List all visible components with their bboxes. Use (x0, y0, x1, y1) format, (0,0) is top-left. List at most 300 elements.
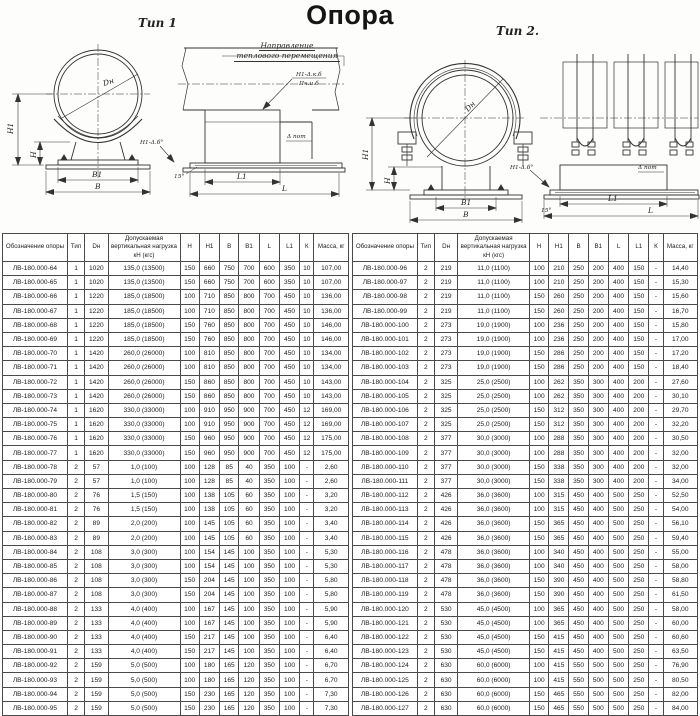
table-cell: 15,80 (663, 318, 697, 332)
table-cell: 128 (199, 474, 219, 488)
table-cell: 2 (67, 460, 84, 474)
table-cell: - (649, 545, 663, 559)
table-cell: 250 (629, 602, 649, 616)
table-cell: 260,0 (26000) (108, 347, 180, 361)
table-cell: 133 (85, 602, 108, 616)
table-cell: 810 (199, 361, 219, 375)
table-cell: 400 (608, 460, 628, 474)
table-cell: 260 (549, 304, 569, 318)
table-cell: 30,0 (3000) (458, 474, 530, 488)
column-header: В (569, 234, 588, 262)
table-cell: - (649, 446, 663, 460)
table-cell: 350 (259, 517, 279, 531)
table-cell: 1 (67, 361, 84, 375)
table-cell: - (649, 460, 663, 474)
table-cell: 15,30 (663, 276, 697, 290)
table-cell: 2 (417, 361, 434, 375)
table-cell: 34,00 (663, 474, 697, 488)
table-cell: ЛВ-180.000-74 (3, 403, 68, 417)
table-row (3, 262, 349, 276)
table-cell: 146,00 (314, 318, 349, 332)
table-cell: 900 (239, 418, 259, 432)
table-cell: 12 (300, 446, 314, 460)
table-cell: 30,10 (663, 389, 697, 403)
table-cell: 350 (259, 588, 279, 602)
dim-label-l1-type2: L1 (608, 194, 618, 203)
table-cell: 350 (259, 602, 279, 616)
column-header: L (259, 234, 279, 262)
table-cell: ЛВ-180.000-81 (3, 503, 68, 517)
table-row (3, 347, 349, 361)
table-cell: 5,80 (314, 574, 349, 588)
column-header: Обозначение опоры (3, 234, 68, 262)
table-row (353, 602, 698, 616)
column-header: Допускаемая вертикальная нагрузка кН (кгс) (108, 234, 180, 262)
table-row (3, 318, 349, 332)
table-cell: 30,0 (3000) (458, 446, 530, 460)
table-cell: 325 (434, 403, 457, 417)
table-cell: 2 (67, 531, 84, 545)
table-cell: - (649, 418, 663, 432)
table-cell: 810 (199, 347, 219, 361)
type2-label: Тип 2. (496, 24, 540, 38)
table-cell: 167 (199, 602, 219, 616)
table-cell: 219 (434, 290, 457, 304)
table-cell: 10 (300, 318, 314, 332)
table-cell: 700 (259, 389, 279, 403)
table-cell: 159 (85, 687, 108, 701)
table-cell: ЛВ-180.000-77 (3, 446, 68, 460)
table-cell: 150 (629, 361, 649, 375)
table-cell: 150 (180, 262, 199, 276)
table-cell: 400 (608, 389, 628, 403)
technical-drawings (0, 26, 700, 232)
table-cell: - (300, 602, 314, 616)
table-cell: 80,50 (663, 673, 697, 687)
table-cell: ЛВ-180.000-95 (3, 701, 68, 715)
table-cell: 143,00 (314, 375, 349, 389)
table-cell: 40 (239, 474, 259, 488)
table-cell: 400 (588, 517, 608, 531)
table-cell: 550 (569, 659, 588, 673)
type1-front-view-drawing (12, 44, 150, 195)
table-cell: 105 (220, 489, 239, 503)
table-cell: 100 (239, 559, 259, 573)
table-cell: 100 (180, 503, 199, 517)
table-row (3, 332, 349, 346)
table-cell: ЛВ-180.000-90 (3, 630, 68, 644)
table-cell: 100 (530, 602, 549, 616)
table-cell: ЛВ-180.000-87 (3, 588, 68, 602)
table-cell: ЛВ-180.000-108 (353, 432, 418, 446)
table-row (3, 701, 349, 715)
table-cell: 315 (549, 489, 569, 503)
table-cell: 330,0 (33000) (108, 403, 180, 417)
table-cell: 85 (220, 460, 239, 474)
table-cell: 2,0 (200) (108, 531, 180, 545)
table-cell: ЛВ-180.000-71 (3, 361, 68, 375)
table-cell: 100 (239, 645, 259, 659)
table-cell: 2 (417, 432, 434, 446)
spec-table-left-body (3, 262, 349, 716)
dim-label-b-type2: В (463, 210, 469, 219)
table-cell: 500 (588, 701, 608, 715)
table-cell: 950 (220, 418, 239, 432)
table-cell: ЛВ-180.000-100 (353, 318, 418, 332)
table-cell: 150 (629, 290, 649, 304)
table-cell: 4,0 (400) (108, 630, 180, 644)
table-cell: 300 (588, 375, 608, 389)
table-cell: 450 (569, 645, 588, 659)
table-cell: 138 (199, 489, 219, 503)
table-cell: 19,0 (1900) (458, 347, 530, 361)
table-cell: 700 (259, 347, 279, 361)
table-cell: 850 (220, 304, 239, 318)
dim-label-b-type1: В (95, 182, 101, 191)
table-cell: 760 (199, 332, 219, 346)
table-cell: - (300, 517, 314, 531)
table-row (3, 361, 349, 375)
table-cell: 365 (549, 517, 569, 531)
delta-pot-label-type2: Δ пот (638, 165, 657, 171)
table-cell: 236 (549, 318, 569, 332)
table-cell: 330,0 (33000) (108, 432, 180, 446)
table-cell: 32,20 (663, 418, 697, 432)
dim-label-h-type1: Н (29, 151, 38, 158)
table-cell: 400 (608, 290, 628, 304)
table-row (353, 375, 698, 389)
table-cell: 350 (569, 432, 588, 446)
table-cell: 426 (434, 531, 457, 545)
table-cell: ЛВ-180.000-75 (3, 418, 68, 432)
table-cell: 1 (67, 304, 84, 318)
table-cell: - (300, 687, 314, 701)
table-cell: 100 (279, 673, 299, 687)
table-cell: 150 (530, 517, 549, 531)
table-cell: 14,40 (663, 262, 697, 276)
table-cell: 27,60 (663, 375, 697, 389)
table-cell: 2 (417, 503, 434, 517)
table-cell: 15,60 (663, 290, 697, 304)
table-cell: 500 (608, 574, 628, 588)
column-header: Н (530, 234, 549, 262)
column-header: Dн (85, 234, 108, 262)
table-cell: 2 (417, 460, 434, 474)
table-cell: 1420 (85, 375, 108, 389)
table-cell: 36,0 (3600) (458, 574, 530, 588)
table-cell: 150 (180, 432, 199, 446)
table-cell: 250 (569, 332, 588, 346)
table-cell: 10 (300, 361, 314, 375)
table-cell: 377 (434, 474, 457, 488)
table-cell: 700 (239, 262, 259, 276)
table-cell: 1620 (85, 446, 108, 460)
table-cell: 165 (220, 659, 239, 673)
table-cell: 29,70 (663, 403, 697, 417)
table-cell: ЛВ-180.000-72 (3, 375, 68, 389)
table-cell: ЛВ-180.000-94 (3, 687, 68, 701)
table-cell: 250 (629, 545, 649, 559)
table-cell: 100 (279, 531, 299, 545)
table-cell: 4,0 (400) (108, 602, 180, 616)
table-cell: 1 (67, 432, 84, 446)
table-cell: 1020 (85, 262, 108, 276)
table-cell: 2 (67, 645, 84, 659)
table-cell: 450 (279, 432, 299, 446)
table-cell: 700 (259, 318, 279, 332)
table-cell: 150 (530, 645, 549, 659)
h1-delta-label-type1: Н1-Δ.б° (140, 140, 164, 146)
table-cell: 950 (220, 403, 239, 417)
table-cell: 32,00 (663, 460, 697, 474)
table-row (353, 389, 698, 403)
table-cell: 7,30 (314, 687, 349, 701)
table-row (3, 574, 349, 588)
table-cell: 2 (417, 389, 434, 403)
table-cell: 630 (434, 701, 457, 715)
table-cell: 3,0 (300) (108, 588, 180, 602)
table-cell: 30,0 (3000) (458, 432, 530, 446)
table-cell: 6,70 (314, 659, 349, 673)
table-row (3, 588, 349, 602)
table-cell: 750 (220, 276, 239, 290)
table-cell: ЛВ-180.000-105 (353, 389, 418, 403)
table-row (353, 531, 698, 545)
table-cell: 100 (530, 545, 549, 559)
table-cell: 300 (588, 446, 608, 460)
table-row (3, 489, 349, 503)
table-cell: 61,50 (663, 588, 697, 602)
table-cell: 36,0 (3600) (458, 503, 530, 517)
table-cell: 217 (199, 645, 219, 659)
table-cell: ЛВ-180.000-102 (353, 347, 418, 361)
table-cell: 100 (180, 531, 199, 545)
table-row (3, 687, 349, 701)
table-cell: - (649, 616, 663, 630)
table-cell: 150 (629, 332, 649, 346)
table-cell: 100 (180, 489, 199, 503)
table-cell: 250 (629, 531, 649, 545)
table-cell: 143,00 (314, 389, 349, 403)
table-row (353, 489, 698, 503)
table-cell: 250 (569, 347, 588, 361)
table-cell: 10 (300, 304, 314, 318)
table-cell: ЛВ-180.000-120 (353, 602, 418, 616)
table-cell: 2 (417, 474, 434, 488)
table-cell: 250 (629, 659, 649, 673)
table-cell: - (300, 588, 314, 602)
table-cell: 288 (549, 432, 569, 446)
table-cell: 30,0 (3000) (458, 460, 530, 474)
table-cell: 800 (239, 375, 259, 389)
table-cell: 100 (180, 602, 199, 616)
table-row (353, 517, 698, 531)
table-cell: 85 (220, 474, 239, 488)
table-cell: 450 (279, 332, 299, 346)
table-cell: ЛВ-180.000-119 (353, 588, 418, 602)
table-cell: 100 (180, 559, 199, 573)
column-header: Н1 (199, 234, 219, 262)
spec-table-right-header-row (353, 234, 698, 262)
table-row (3, 446, 349, 460)
table-cell: 36,0 (3600) (458, 545, 530, 559)
table-row (3, 276, 349, 290)
table-cell: - (300, 531, 314, 545)
table-cell: 200 (588, 347, 608, 361)
table-cell: 136,00 (314, 290, 349, 304)
table-cell: 200 (588, 262, 608, 276)
table-cell: - (300, 559, 314, 573)
table-cell: 630 (434, 659, 457, 673)
table-cell: ЛВ-180.000-121 (353, 616, 418, 630)
table-cell: 900 (239, 432, 259, 446)
table-cell: 100 (279, 630, 299, 644)
table-cell: 2 (67, 673, 84, 687)
table-cell: 350 (569, 446, 588, 460)
table-cell: 10 (300, 347, 314, 361)
table-cell: 2 (417, 403, 434, 417)
table-cell: 1,5 (150) (108, 503, 180, 517)
table-cell: 150 (530, 474, 549, 488)
table-cell: 700 (259, 304, 279, 318)
table-cell: 2 (67, 545, 84, 559)
thermal-direction-line1: Направление (260, 41, 314, 50)
dim-label-b1-type2: В1 (461, 198, 472, 207)
table-cell: 312 (549, 418, 569, 432)
dim-label-h-type2: Н (383, 177, 392, 184)
table-cell: 16,70 (663, 304, 697, 318)
table-cell: 150 (180, 588, 199, 602)
table-cell: 500 (588, 687, 608, 701)
table-cell: 150 (530, 687, 549, 701)
table-row (3, 503, 349, 517)
table-cell: 325 (434, 418, 457, 432)
table-cell: 100 (239, 630, 259, 644)
table-cell: 10 (300, 389, 314, 403)
dim-label-l-type1: L (282, 184, 287, 193)
table-cell: 76 (85, 503, 108, 517)
table-cell: 700 (259, 361, 279, 375)
table-cell: 1620 (85, 403, 108, 417)
table-cell: - (649, 559, 663, 573)
table-cell: 800 (239, 304, 259, 318)
table-cell: 105 (220, 517, 239, 531)
table-cell: 135,0 (13500) (108, 262, 180, 276)
table-cell: 108 (85, 574, 108, 588)
dim-label-l-type2: L (648, 206, 653, 215)
table-cell: 120 (239, 687, 259, 701)
table-cell: 32,00 (663, 446, 697, 460)
table-row (353, 432, 698, 446)
table-cell: 330,0 (33000) (108, 418, 180, 432)
table-cell: 133 (85, 616, 108, 630)
table-cell: 2 (417, 701, 434, 715)
table-cell: 700 (259, 375, 279, 389)
table-cell: 40 (239, 460, 259, 474)
table-cell: 100 (279, 460, 299, 474)
table-row (3, 290, 349, 304)
dim-label-dn-type1: Dн (101, 75, 116, 88)
table-cell: 450 (569, 531, 588, 545)
table-cell: 350 (569, 460, 588, 474)
table-cell: 100 (180, 460, 199, 474)
table-cell: 800 (239, 389, 259, 403)
column-header: Обозначение опоры (353, 234, 418, 262)
table-cell: ЛВ-180.000-83 (3, 531, 68, 545)
table-cell: 910 (199, 403, 219, 417)
table-cell: 100 (180, 545, 199, 559)
table-cell: ЛВ-180.000-97 (353, 276, 418, 290)
table-cell: 100 (180, 474, 199, 488)
table-row (353, 290, 698, 304)
table-cell: 230 (199, 701, 219, 715)
table-cell: 134,00 (314, 361, 349, 375)
table-cell: 250 (569, 304, 588, 318)
table-cell: 60,0 (6000) (458, 659, 530, 673)
table-cell: 2 (417, 645, 434, 659)
table-cell: 700 (239, 276, 259, 290)
table-cell: 100 (180, 403, 199, 417)
table-cell: 107,00 (314, 276, 349, 290)
table-cell: 250 (629, 616, 649, 630)
table-cell: 5,80 (314, 588, 349, 602)
table-cell: 850 (220, 332, 239, 346)
table-cell: 315 (549, 503, 569, 517)
table-cell: 273 (434, 332, 457, 346)
table-cell: 377 (434, 460, 457, 474)
table-cell: 150 (629, 318, 649, 332)
column-header: Масса, кг (663, 234, 697, 262)
table-cell: 450 (569, 489, 588, 503)
table-cell: 660 (199, 262, 219, 276)
table-cell: 950 (220, 446, 239, 460)
table-cell: 25,0 (2500) (458, 418, 530, 432)
table-cell: 400 (608, 318, 628, 332)
table-cell: 1,5 (150) (108, 489, 180, 503)
table-cell: 134,00 (314, 347, 349, 361)
table-cell: 100 (180, 418, 199, 432)
table-cell: 100 (239, 616, 259, 630)
table-cell: ЛВ-180.000-101 (353, 332, 418, 346)
table-cell: 500 (608, 545, 628, 559)
table-row (3, 645, 349, 659)
table-cell: 100 (530, 446, 549, 460)
table-row (353, 559, 698, 573)
table-cell: 500 (608, 630, 628, 644)
table-cell: 2 (417, 276, 434, 290)
table-cell: 478 (434, 588, 457, 602)
table-cell: 465 (549, 687, 569, 701)
table-cell: ЛВ-180.000-104 (353, 375, 418, 389)
table-row (353, 687, 698, 701)
table-cell: 60 (239, 489, 259, 503)
table-cell: 30,50 (663, 432, 697, 446)
table-cell: 12 (300, 432, 314, 446)
table-cell: 165 (220, 687, 239, 701)
table-cell: 145 (199, 531, 219, 545)
table-cell: - (649, 389, 663, 403)
table-cell: 860 (199, 375, 219, 389)
table-cell: 145 (199, 517, 219, 531)
table-cell: 185,0 (18500) (108, 318, 180, 332)
table-cell: 150 (530, 403, 549, 417)
table-cell: - (649, 588, 663, 602)
table-cell: 500 (608, 559, 628, 573)
dim-label-b1-type1: В1 (92, 170, 103, 179)
table-cell: 710 (199, 304, 219, 318)
table-cell: - (649, 489, 663, 503)
table-cell: 500 (588, 659, 608, 673)
